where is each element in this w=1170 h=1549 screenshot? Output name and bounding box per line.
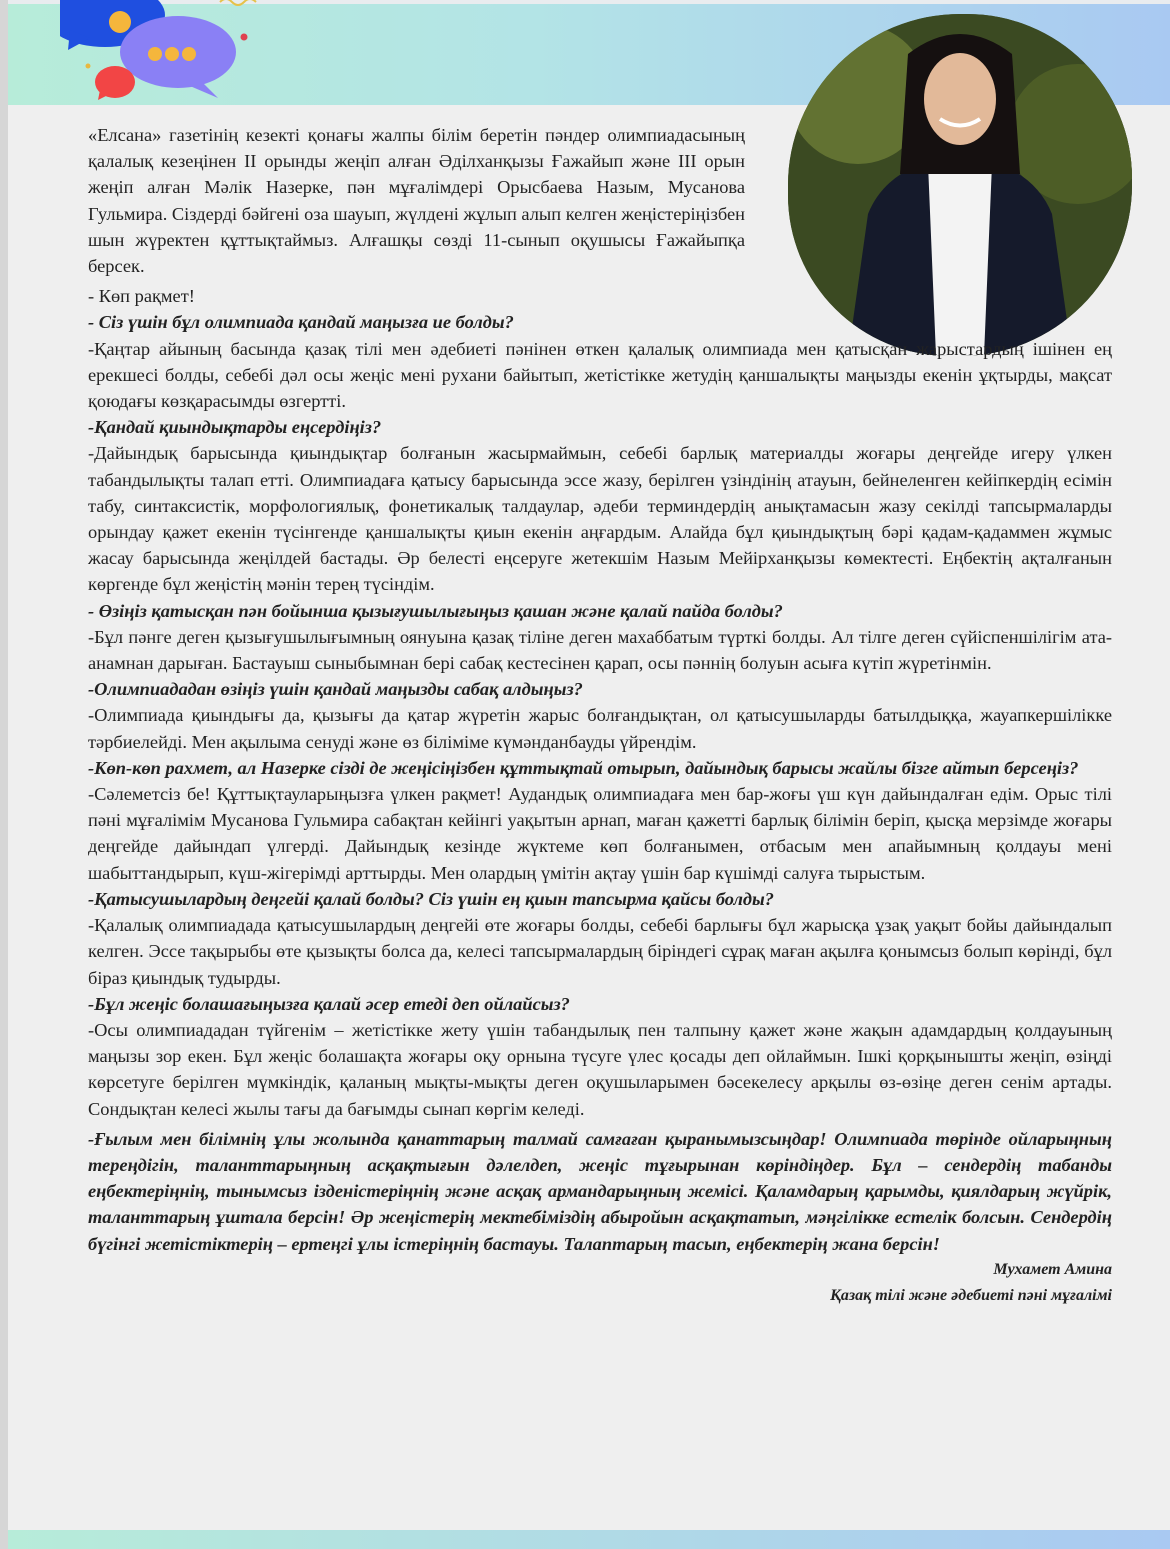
signature-name: Мухамет Амина [993, 1260, 1112, 1278]
article [88, 122, 1112, 1309]
answer: -Осы олимпиададан түйгенім – жетістікке жету үшін табандылық пен талпыну қажет және жақын адамдардың қолдауының маңызы зор екен. Бұл жеңіс болашақта жоғары оқу орнына түсуге үлес қосады деп ойлаймын. Ішкі қорқынышты жеңіп, өзіңді көрсетуге берілген мүмкіндік, қаланың мықты-мықты деген оқушыларымен бәсекелесу арқылы өз-өзіңе деген сенім артады. Сондықтан келесі жылы тағы да бағымды сынап көргім келеді. [88, 1019, 1112, 1119]
closing-paragraph: -Ғылым мен білімнің ұлы жолында қанаттарың талмай самғаған қыранымызсыңдар! Олимпиада төрінде ойларыңның тереңдігін, таланттарыңның асқақтығын дәлелдеп, жеңіс тұғырынан көріндіңдер. Бұл – сендердің табанды еңбектеріңнің, тынымсыз ізденістеріңнің және асқақ армандарыңның жемісі. Қаламдарың қарымды, қиялдарың жүйрік, таланттарың ұштала берсін! Әр жеңістерің мектебіміздің абыройын асқақтатып, мәңгілікке естелік болсын. Сендердің бүгінгі жетістіктерің – ертеңгі ұлы істеріңнің бастауы. Талаптарың тасып, еңбектерің жана берсін! [88, 1128, 1112, 1254]
question: -Көп-көп рахмет, ал Назерке сізді де жеңісіңізбен құттықтай отырып, дайындық барысы жайлы бізге айтып берсеңіз? [88, 757, 1079, 778]
answer: -Бұл пәнге деген қызығушылығымның оянуына қазақ тіліне деген махаббатым түрткі болды. Ал тілге деген сүйіспеншілігім ата-анамнан дарыған. Бастауыш сыныбымнан бері сабақ кестесінен қарап, осы пәннің болуын асыға күтіп жүретінмін. [88, 626, 1112, 674]
chat-bubbles-icon [60, 0, 260, 105]
question: -Олимпиададан өзіңіз үшін қандай маңызды сабақ алдыңыз? [88, 679, 583, 700]
question: -Бұл жеңіс болашағыңызға қалай әсер етеді деп ойлайсыз? [88, 993, 570, 1014]
answer: -Сәлеметсіз бе! Құттықтауларыңызға үлкен рақмет! Аудандық олимпиадаға мен бар-жоғы үш күн дайындалған едім. Орыс тілі пәні мұғалімім Мусанова Гульмира сабақтан кейінгі уақытын арнап, маған қажетті барлық білімін беріп, қысқа мерзімде жоғары деңгейде дайындап үлгерді. Дайындық кезінде жүктеме көп болғанымен, отбасым мен апайымның қолдауы мені шабыттандырып, күш-жігерімді арттырды. Мен олардың үмітін ақтау үшін бар күшімді салуға тырыстым. [88, 784, 1112, 883]
signature-role: Қазақ тілі және әдебиеті пәні мұғалімі [830, 1286, 1112, 1304]
question: - Сіз үшін бұл олимпиада қандай маңызға ие болды? [88, 312, 514, 333]
intro-paragraph: «Елсана» газетінің кезекті қонағы жалпы білім беретін пәндер олимпиадасының қалалық кезеңінен II орынды жеңіп алған Әділханқызы Ғажайып және III орын жеңіп алған Мәлік Назерке, пән мұғалімдері Орысбаева Назым, Мусанова Гульмира. Сіздерді бәйгені оза шауып, жүлдені жұлып алып келген жеңістеріңізбен шын жүректен құттықтаймыз. Алғашқы сөзді 11-сынып оқушысы Ғажайыпқа берсек. [88, 125, 745, 277]
answer: -Дайындық барысында қиындықтар болғанын жасырмаймын, себебі барлық материалды жоғары деңгейде игеру үлкен табандылықты талап етті. Олимпиадаға қатысу барысында эссе жазу, берілген үзіндінің атауын, бейнеленген кейіпкердің есімін табу, синтаксистік, морфологиялық, фонетикалық талдаулар, әдеби терминдердің анықтамасын жазу секілді тапсырмаларды орындау қажет екенін түсінгенде қаншалықты қиын екенін аңғардым. Алайда бұл қиындықтың бәрі қадам-қадаммен жұмыс жасау барысында жеңілдей бастады. Әр белесті еңсеруге жетекшім Назым Мейірханқызы көмектесті. Еңбектің ақталғанын көргенде бұл жеңістің мәнін терең түсіндім. [88, 443, 1112, 595]
page-edge [0, 0, 8, 1549]
answer: -Қалалық олимпиадада қатысушылардың деңгейі өте жоғары болды, себебі барлығы бұл жарысқа ұзақ уақыт бойы дайындалып келген. Эссе тақырыбы өте қызықты болса да, келесі тапсырмалардың біріндегі сұрақ маған ақылға қонымсыз болып көрінді, бұл біраз қиындық тудырды. [88, 915, 1112, 988]
thanks-line: - Көп рақмет! [88, 286, 195, 307]
question: -Қатысушылардың деңгейі қалай болды? Сіз үшін ең қиын тапсырма қайсы болды? [88, 888, 775, 909]
footer-band [8, 1530, 1170, 1549]
answer: -Олимпиада қиындығы да, қызығы да қатар жүретін жарыс болғандықтан, ол қатысушыларды батылдыққа, жауапкершілікке тәрбиелейді. Мен ақылыма сенуді және өз біліміме күмәнданбауды үйрендім. [88, 705, 1112, 752]
question: -Қандай қиындықтарды еңсердіңіз? [88, 417, 382, 438]
answer: -Қаңтар айының басында қазақ тілі мен әдебиеті пәнінен өткен қалалық олимпиада мен қатысқан жарыстардың ішінен ең ерекшесі болды, себебі дәл осы жеңіс мені рухани байытып, жетістікке жетудің қаншалықты маңызды екенін ұқтырды, мақсат қоюдағы көзқарасымды өзгертті. [88, 338, 1112, 412]
question: - Өзіңіз қатысқан пән бойынша қызығушылығыңыз қашан және қалай пайда болды? [88, 600, 783, 621]
